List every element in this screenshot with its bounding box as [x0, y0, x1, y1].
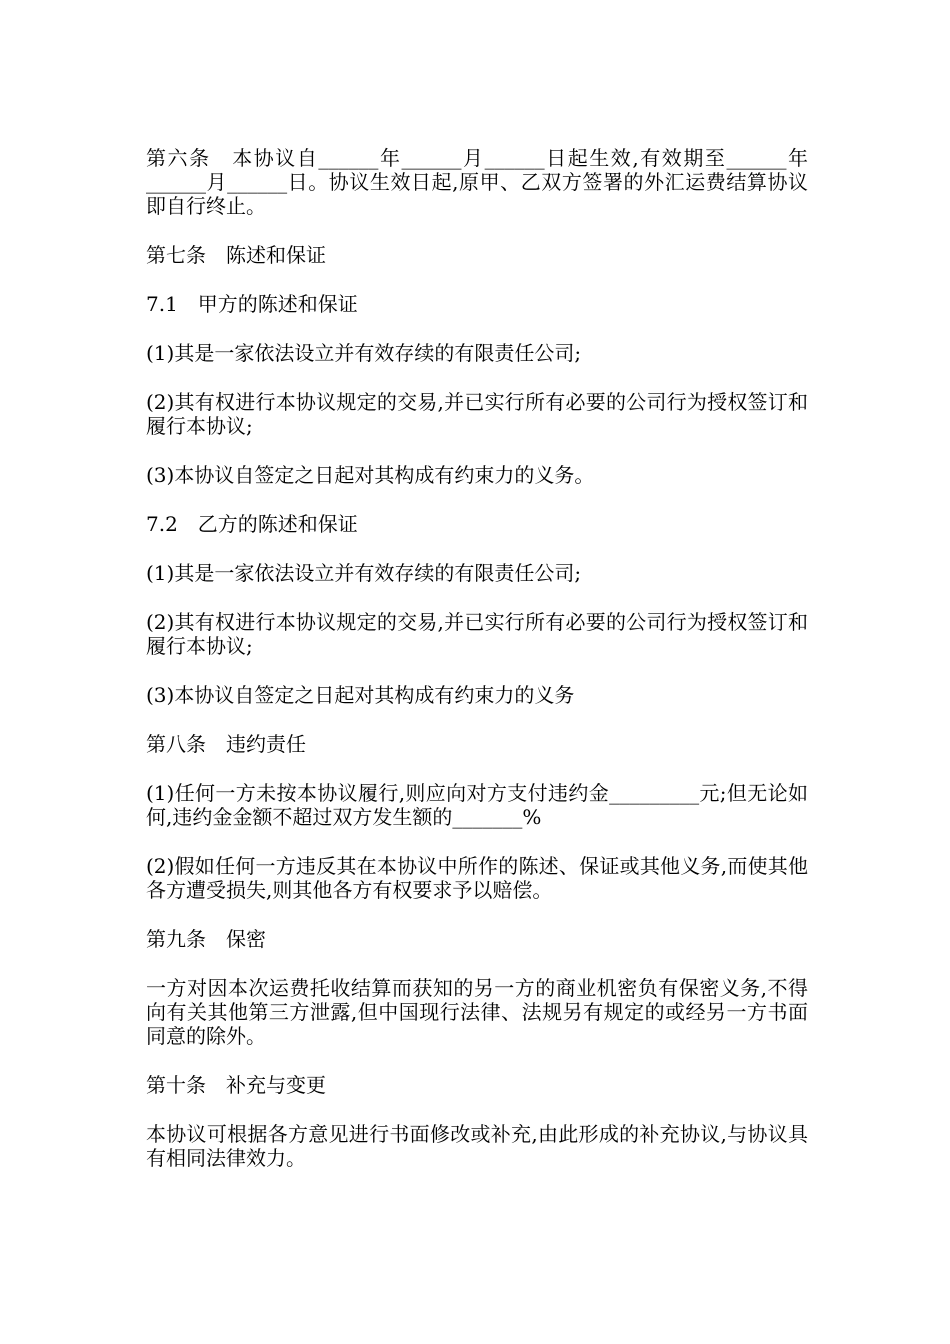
article-10-paragraph: 本协议可根据各方意见进行书面修改或补充,由此形成的补充协议,与协议具有相同法律效力。	[146, 1122, 808, 1170]
section-7-2-item-3: (3)本协议自签定之日起对其构成有约束力的义务	[146, 683, 575, 707]
section-7-2-item-1: (1)其是一家依法设立并有效存续的有限责任公司;	[146, 561, 582, 585]
article-8-heading: 第八条 违约责任	[146, 732, 306, 756]
article-10-heading: 第十条 补充与变更	[146, 1073, 326, 1097]
section-7-2-item-2: (2)其有权进行本协议规定的交易,并已实行所有必要的公司行为授权签订和履行本协议;	[146, 610, 808, 658]
section-7-1-item-3: (3)本协议自签定之日起对其构成有约束力的义务。	[146, 463, 595, 487]
section-7-2-heading: 7.2 乙方的陈述和保证	[146, 512, 358, 536]
article-9-heading: 第九条 保密	[146, 927, 266, 951]
article-8-item-2: (2)假如任何一方违反其在本协议中所作的陈述、保证或其他义务,而使其他各方遭受损失,则其他各方有权要求予以赔偿。	[146, 854, 808, 902]
article-8-item-1: (1)任何一方未按本协议履行,则应向对方支付违约金_________元;但无论如何,违约金金额不超过双方发生额的_______%	[146, 781, 808, 829]
article-9-paragraph: 一方对因本次运费托收结算而获知的另一方的商业机密负有保密义务,不得向有关其他第三方泄露,但中国现行法律、法规另有规定的或经另一方书面同意的除外。	[146, 976, 808, 1048]
article-7-heading: 第七条 陈述和保证	[146, 243, 326, 267]
section-7-1-item-2: (2)其有权进行本协议规定的交易,并已实行所有必要的公司行为授权签订和履行本协议;	[146, 390, 808, 438]
section-7-1-item-1: (1)其是一家依法设立并有效存续的有限责任公司;	[146, 341, 582, 365]
document-page	[146, 146, 808, 1195]
section-7-1-heading: 7.1 甲方的陈述和保证	[146, 292, 358, 316]
article-6-paragraph: 第六条 本协议自______年______月______日起生效,有效期至______年______月______日。协议生效日起,原甲、乙双方签署的外汇运费结算协议即自行终止。	[146, 146, 808, 218]
